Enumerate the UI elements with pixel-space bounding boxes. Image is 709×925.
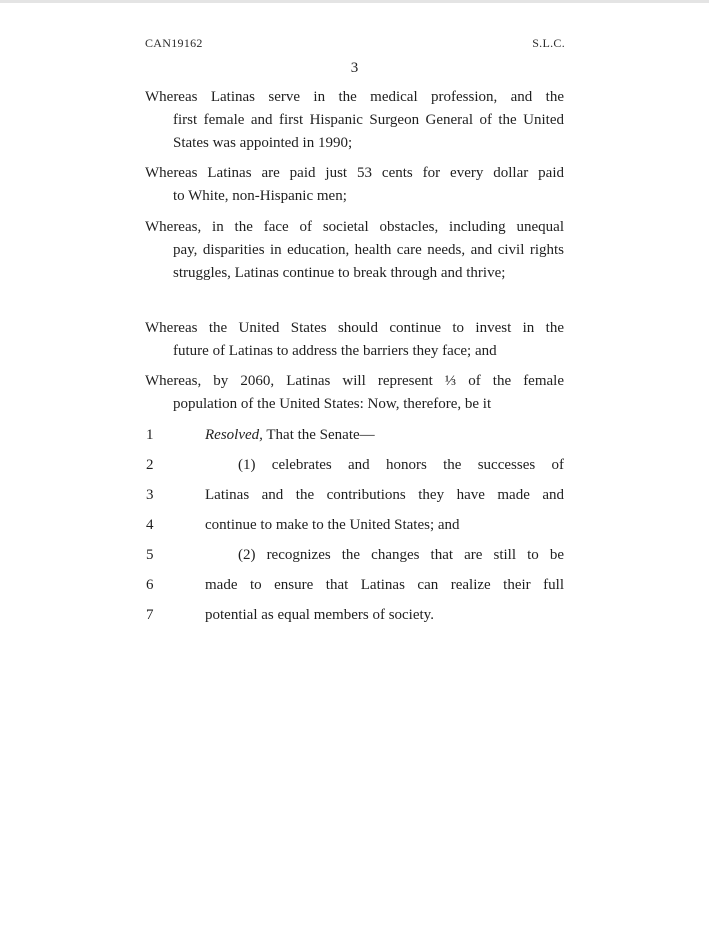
resolution-line-4 (0, 514, 709, 536)
whereas-clause-5 (145, 370, 564, 416)
whereas-first-line: Whereas the United States should continue to invest in the (145, 320, 564, 336)
line-text: potential as equal members of society. (205, 607, 434, 623)
whereas-clause-1 (145, 86, 564, 155)
line-number: 1 (146, 427, 154, 443)
line-number: 7 (146, 607, 154, 623)
line-number: 2 (146, 457, 154, 473)
line-text: made to ensure that Latinas can realize their full (205, 577, 564, 593)
line-number: 5 (146, 547, 154, 563)
line-text: Latinas and the contributions they have made and (205, 487, 564, 503)
resolution-line-2 (0, 454, 709, 476)
whereas-first-line: Whereas, by 2060, Latinas will represent ⅓ of the female (145, 373, 564, 389)
office-code: S.L.C. (532, 36, 565, 50)
page-number: 3 (350, 60, 359, 76)
resolution-line-1 (0, 424, 709, 446)
whereas-continuation: first female and first Hispanic Surgeon General of the United States was appointed in 1990; (173, 112, 564, 151)
whereas-continuation: population of the United States: Now, therefore, be it (173, 396, 492, 412)
line-number: 3 (146, 487, 154, 503)
resolved-clause: That the Senate— (262, 427, 375, 443)
resolution-line-5 (0, 544, 709, 566)
whereas-continuation: future of Latinas to address the barriers they face; and (173, 343, 497, 359)
whereas-first-line: Whereas Latinas serve in the medical profession, and the (145, 89, 564, 105)
document-code: CAN19162 (145, 36, 203, 50)
whereas-first-line: Whereas Latinas are paid just 53 cents for every dollar paid (145, 165, 564, 181)
line-number: 4 (146, 517, 154, 533)
line-text: (1) celebrates and honors the successes of (238, 457, 564, 473)
whereas-clause-2 (145, 162, 564, 208)
resolution-line-7 (0, 604, 709, 626)
line-text (205, 424, 564, 446)
line-text: (2) recognizes the changes that are still to be (238, 547, 564, 563)
line-number: 6 (146, 577, 154, 593)
whereas-continuation: pay, disparities in education, health care needs, and civil rights struggles, Latinas continue to break through and thrive; (173, 242, 564, 281)
resolution-line-3 (0, 484, 709, 506)
resolution-line-6 (0, 574, 709, 596)
line-text: continue to make to the United States; and (205, 517, 460, 533)
whereas-clause-4 (145, 317, 564, 363)
whereas-continuation: to White, non-Hispanic men; (173, 188, 347, 204)
whereas-first-line: Whereas, in the face of societal obstacles, including unequal (145, 219, 564, 235)
whereas-clause-3 (145, 216, 564, 285)
resolved-word: Resolved, (205, 427, 263, 443)
